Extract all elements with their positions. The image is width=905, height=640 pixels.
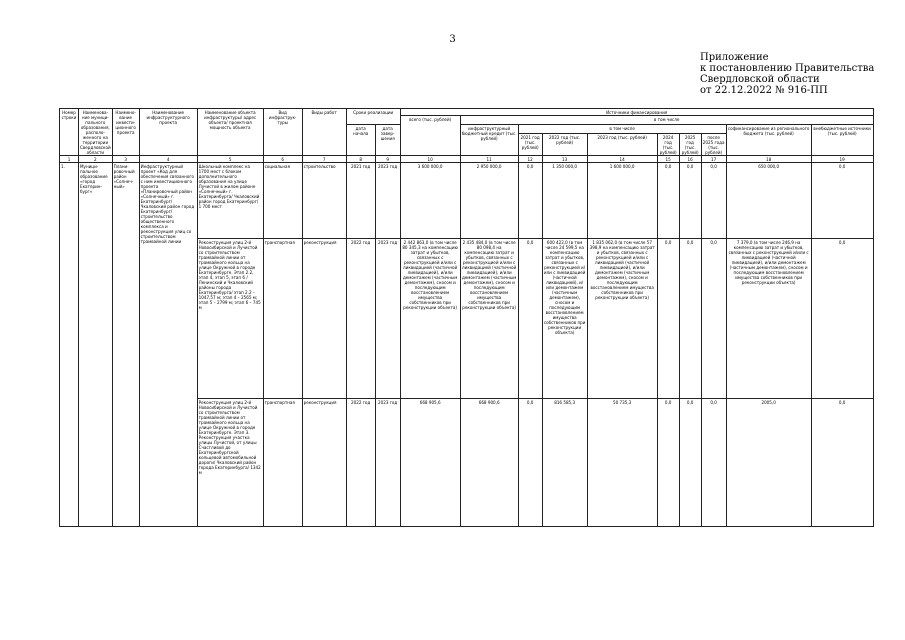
end-date-cell: 2023 год <box>375 239 400 399</box>
appendix-line-3: Свердловской области <box>700 74 820 85</box>
extrabudgetary-cell: 0,0 <box>811 239 873 399</box>
y2021-cell: 0,0 <box>518 163 542 239</box>
cofinancing-cell: 650 000,0 <box>726 163 811 239</box>
col-num: 17 <box>701 156 726 163</box>
end-date-cell: 2023 год <box>375 163 400 239</box>
y2021-cell: 0,0 <box>518 239 542 399</box>
header-works: Виды работ <box>302 109 346 156</box>
col-num: 19 <box>811 156 873 163</box>
header-2023: 2023 год (тыс. рублей) <box>587 134 657 156</box>
y2024-cell: 0,0 <box>657 163 679 239</box>
object-cell: Реконструкция улиц 2-й Новосибирской и Лучистой со строительством трамвайной линии от трамвайного кольца на улице Окружной в городе Екатеринбурге. Этап 2.2, этап 4, этап 5, этап 6 /Ленинский и Чкаловский районы города Екатеринбурга/ этап 2.2 – 1047,57 м; этап 4 – 2565 м; этап 5 – 2799 м; этап 6 – 745 м <box>197 239 263 399</box>
header-investment-project: Наимено-вание инвести-ционного проекта <box>112 109 139 156</box>
y2025-cell: 0,0 <box>679 399 701 527</box>
appendix-header <box>700 52 874 96</box>
y2022-cell: 600 422,0 (в том числе 24 599,5 на компенсацию затрат и убытков, связанных с реконструкцией и/или с ликвидацией (частичной ликвидацией), и/или демонтажем (частичным демонтажем), сносом и последующим восстановлением имущества собственников при реконструкции объекта) <box>542 239 587 399</box>
col-num: 8 <box>346 156 375 163</box>
end-date-cell: 2023 год <box>375 399 400 527</box>
total-cell: 668 905,6 <box>400 399 460 527</box>
col-num: 1 <box>60 156 79 163</box>
municipality-cell: Муници-пальное образование «город Екатерин-бург» <box>79 163 113 527</box>
y2022-cell: 816 585,3 <box>542 399 587 527</box>
col-num: 9 <box>375 156 400 163</box>
y2023-cell: 1 600 000,0 <box>587 163 657 239</box>
header-2022: 2022 год (тыс. рублей) <box>542 134 587 156</box>
header-sources: Источники финансирования <box>400 109 873 116</box>
header-including-2: в том числе <box>518 125 726 134</box>
y2025-cell: 0,0 <box>679 163 701 239</box>
col-num: 12 <box>518 156 542 163</box>
financing-table <box>59 108 874 527</box>
infra-type-cell: социальная <box>263 163 302 239</box>
header-including-1: в том числе <box>460 116 873 125</box>
col-num: 7 <box>302 156 346 163</box>
col-num: 3 <box>112 156 139 163</box>
extrabudgetary-cell: 0,0 <box>811 399 873 527</box>
y2023-cell: 1 835 062,0 (в том числе 57 398,9 на компенсацию затрат и убытков, связанных с реконструкцией и/или с ликвидацией (частичной ликвидацией), и/или демонтажем (частичным демонтажем), сносом и последующим восстановлением имущества собственников при реконструкции объекта) <box>587 239 657 399</box>
start-date-cell: 2022 год <box>346 239 375 399</box>
infra-credit-cell: 2 950 000,0 <box>460 163 518 239</box>
infra-type-cell: транспортная <box>263 239 302 399</box>
total-cell: 3 600 000,0 <box>400 163 460 239</box>
appendix-line-1: Приложение <box>700 52 769 63</box>
after-2025-cell: 0,0 <box>701 163 726 239</box>
start-date-cell: 2022 год <box>346 399 375 527</box>
col-num: 10 <box>400 156 460 163</box>
investment-project-cell: Плани-ровочный район «Солнеч-ный» <box>112 163 139 527</box>
header-2024: 2024 год (тыс. рублей) <box>657 134 679 156</box>
total-cell: 2 442 863,0 (в том числе 80 345,3 на компенсацию затрат и убытков, связанных с реконструкцией и/или с ликвидацией (частичной ликвидацией), и/или демонтажем (частичным демонтажем), сносом и последующим восстановлением имущества собственников при реконструкции объекта) <box>400 239 460 399</box>
object-cell: Реконструкция улиц 2-й Новосибирской и Лучистой со строительством трамвайной линии от трамвайного кольца на улице Окружной в городе Екатеринбурге. Этап 3. Реконструкция участка улицы Лучистой, от улицы Счастливой до Екатеринбургской кольцевой автомобильной дороги/ Чкаловский район города Екатеринбурга/ 1342 м <box>197 399 263 527</box>
header-after-2025: после 2025 года (тыс. рублей) <box>702 134 725 155</box>
header-2021: 2021 год (тыс. рублей) <box>518 134 542 156</box>
cofinancing-cell: 7 379,0 (в том числе 246,9 на компенсацию затрат и убытков, связанных с реконструкцией и/или с ликвидацией (частичной ликвидацией), и/или демонтажем (частичным демонтажем), сносом и последующим восстановлением имущества собственников при реконструкции объекта) <box>726 239 811 399</box>
header-cofinancing: софинансирование из регионального бюджета (тыс. рублей) <box>726 125 811 156</box>
extrabudgetary-cell: 0,0 <box>811 163 873 239</box>
col-num: 4 <box>139 156 197 163</box>
column-number-row <box>60 156 874 163</box>
after-2025-cell: 0,0 <box>701 239 726 399</box>
works-cell: реконструкция <box>302 399 346 527</box>
header-infra-credit: инфраструктурный бюджетный кредит (тыс. рублей) <box>460 125 518 156</box>
header-infra-project: Наименование инфраструктурного проекта <box>139 109 197 156</box>
infra-project-cell: Инфраструктурный проект «Код для обеспечения связанного с ним инвестиционного проекта «Планировочный район «Солнечный» г. Екатеринбург/ Чкаловский район город Екатеринбург/ строительство общественного комплекса и реконструкция улиц со строительством трамвайной линии <box>139 163 197 527</box>
header-2025: 2025 год (тыс. рублей) <box>679 134 701 156</box>
start-date-cell: 2021 год <box>346 163 375 239</box>
header-infra-type: Вид инфраструк-туры <box>263 109 302 156</box>
table-row <box>60 163 874 239</box>
header-end-date: дата завер-шения <box>375 125 400 156</box>
col-num: 18 <box>726 156 811 163</box>
works-cell: строительство <box>302 163 346 239</box>
works-cell: реконструкция <box>302 239 346 399</box>
y2022-cell: 1 350 000,0 <box>542 163 587 239</box>
col-num: 6 <box>263 156 302 163</box>
y2025-cell: 0,0 <box>679 239 701 399</box>
col-num: 15 <box>657 156 679 163</box>
header-row-number: Номер строки <box>60 109 79 156</box>
page-number: 3 <box>449 34 456 45</box>
infra-type-cell: транспортная <box>263 399 302 527</box>
after-2025-cell: 0,0 <box>701 399 726 527</box>
header-terms: Сроки реализации <box>346 109 400 125</box>
infra-credit-cell: 668 900,6 <box>460 399 518 527</box>
col-num: 2 <box>79 156 113 163</box>
row-number: 1. <box>60 163 79 527</box>
col-num: 11 <box>460 156 518 163</box>
y2024-cell: 0,0 <box>657 239 679 399</box>
col-num: 14 <box>587 156 657 163</box>
object-cell: Школьный комплекс на 1700 мест с блоком дополнительного образования на улице Лучистой в жилом районе «Солнечный» г. Екатеринбурга/ Чкаловский район город Екатеринбург/ 1 700 мест <box>197 163 263 239</box>
header-total: всего (тыс. рублей) <box>400 116 460 156</box>
cofinancing-cell: 2005,0 <box>726 399 811 527</box>
col-num: 16 <box>679 156 701 163</box>
y2021-cell: 0,0 <box>518 399 542 527</box>
y2024-cell: 0,0 <box>657 399 679 527</box>
appendix-line-4: от 22.12.2022 № 916-ПП <box>700 85 828 96</box>
header-start-date: дата начала <box>346 125 375 156</box>
col-num: 5 <box>197 156 263 163</box>
header-extrabudgetary: внебюджетные источники (тыс. рублей) <box>811 125 873 156</box>
header-object: Наименование объекта инфраструктуры/ адрес объекта/ проектная мощность объекта <box>197 109 263 156</box>
col-num: 13 <box>542 156 587 163</box>
appendix-line-2: к постановлению Правительства <box>700 63 875 74</box>
y2023-cell: 50 735,3 <box>587 399 657 527</box>
infra-credit-cell: 2 435 484,0 (в том числе 80 098,4 на компенсацию затрат и убытков, связанных с реконструкцией и/или с ликвидацией (частичной ликвидацией), и/или демонтажем (частичным демонтажем), сносом и последующим восстановлением имущества собственников при реконструкции объекта) <box>460 239 518 399</box>
header-municipality: Наименова-ние муници-пального образования, располо-женного на территории Свердловской области <box>80 109 111 155</box>
